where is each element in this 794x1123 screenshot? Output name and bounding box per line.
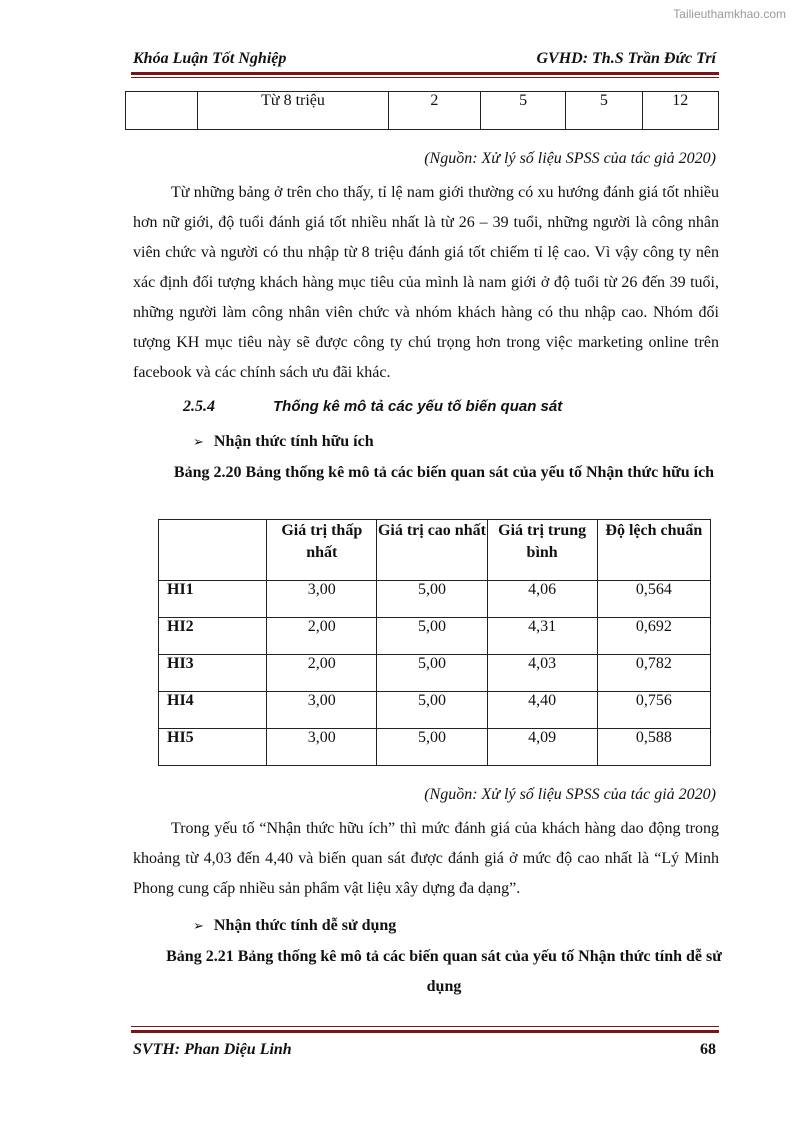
- section-title: Thống kê mô tả các yếu tố biến quan sát: [273, 398, 563, 415]
- table-header-cell: Giá trị trung bình: [487, 520, 597, 581]
- table-cell: 0,564: [597, 581, 710, 618]
- bullet-usefulness: [193, 433, 374, 451]
- table-cell: 12: [642, 92, 718, 130]
- row-label: HI2: [159, 618, 267, 655]
- row-label: HI4: [159, 692, 267, 729]
- header-supervisor: GVHD: Th.S Trần Đức Trí: [536, 50, 716, 67]
- table-cell: Từ 8 triệu: [198, 92, 388, 130]
- row-label: HI5: [159, 729, 267, 766]
- source-note-2: (Nguồn: Xử lý số liệu SPSS của tác giả 2020): [424, 786, 716, 803]
- table-cell: 0,756: [597, 692, 710, 729]
- table-row: [159, 655, 711, 692]
- section-number: 2.5.4: [183, 398, 215, 415]
- stats-table: [158, 519, 711, 766]
- table-cell: 4,06: [487, 581, 597, 618]
- table-cell: 4,40: [487, 692, 597, 729]
- header-rule-thick: [131, 72, 719, 75]
- table-cell: 3,00: [267, 729, 377, 766]
- table-cell: 0,692: [597, 618, 710, 655]
- paragraph-2: Trong yếu tố “Nhận thức hữu ích” thì mức đánh giá của khách hàng dao động trong khoảng từ 4,03 đến 4,40 và biến quan sát được đánh giá ở mức độ cao nhất là “Lý Minh Phong cung cấp nhiều sản phẩm vật liệu xây dựng đa dạng”.: [133, 820, 719, 897]
- table-cell: 4,03: [487, 655, 597, 692]
- page-number: 68: [700, 1041, 716, 1058]
- table-row: [126, 92, 719, 130]
- arrow-bullet-icon: ➢: [193, 435, 204, 450]
- continued-table: [125, 91, 719, 130]
- table-cell: [126, 92, 198, 130]
- paragraph-1: Từ những bảng ở trên cho thấy, tỉ lệ nam giới thường có xu hướng đánh giá tốt nhiều hơn nữ giới, độ tuổi đánh giá tốt nhiều nhất là từ 26 – 39 tuổi, những người là công nhân viên chức và người có thu nhập từ 8 triệu đánh giá tốt chiếm tỉ lệ cao. Vì vậy công ty nên xác định đối tượng khách hàng mục tiêu của mình là nam giới ở độ tuổi từ 26 đến 39 tuổi, những người làm công nhân viên chức và nhóm khách hàng có thu nhập cao. Nhóm đối tượng KH mục tiêu này sẽ được công ty chú trọng hơn trong việc marketing online trên facebook và các chính sách ưu đãi khác.: [133, 184, 719, 381]
- table-row: [159, 581, 711, 618]
- table-cell: 5,00: [377, 581, 487, 618]
- row-label: HI1: [159, 581, 267, 618]
- table-caption-1: Bảng 2.20 Bảng thống kê mô tả các biến quan sát của yếu tố Nhận thức hữu ích: [173, 464, 715, 481]
- table-cell: 5,00: [377, 618, 487, 655]
- table-cell: 5,00: [377, 692, 487, 729]
- footer-student-name: SVTH: Phan Diệu Linh: [133, 1041, 292, 1058]
- table-cell: 2: [388, 92, 480, 130]
- table-header-row: [159, 520, 711, 581]
- table-row: [159, 692, 711, 729]
- table-cell: 5,00: [377, 729, 487, 766]
- table-header-cell: Giá trị cao nhất: [377, 520, 487, 581]
- footer-rule-thin: [131, 1026, 719, 1027]
- bullet-ease-of-use: [193, 917, 396, 935]
- table-cell: 0,588: [597, 729, 710, 766]
- table-cell: 5,00: [377, 655, 487, 692]
- bullet-label: Nhận thức tính hữu ích: [213, 433, 374, 450]
- source-note-1: (Nguồn: Xử lý số liệu SPSS của tác giả 2020): [424, 150, 716, 167]
- table-cell: 2,00: [267, 618, 377, 655]
- table-caption-2: Bảng 2.21 Bảng thống kê mô tả các biến quan sát của yếu tố Nhận thức tính dễ sử dụng: [166, 948, 722, 995]
- watermark-text: Tailieuthamkhao.com: [673, 7, 786, 21]
- table-cell: 0,782: [597, 655, 710, 692]
- table-cell: 4,09: [487, 729, 597, 766]
- table-cell: 5: [480, 92, 565, 130]
- table-row: [159, 729, 711, 766]
- bullet-label: Nhận thức tính dễ sử dụng: [213, 917, 397, 934]
- header-rule-thin: [131, 77, 719, 78]
- table-cell: 3,00: [267, 692, 377, 729]
- table-cell: 4,31: [487, 618, 597, 655]
- header-thesis-title: Khóa Luận Tốt Nghiệp: [133, 50, 287, 67]
- section-heading: [183, 398, 562, 416]
- footer-rule-thick: [131, 1030, 719, 1033]
- table-header-cell: Giá trị thấp nhất: [267, 520, 377, 581]
- table-row: [159, 618, 711, 655]
- table-header-cell: [159, 520, 267, 581]
- table-cell: 2,00: [267, 655, 377, 692]
- arrow-bullet-icon: ➢: [193, 919, 204, 934]
- table-cell: 3,00: [267, 581, 377, 618]
- row-label: HI3: [159, 655, 267, 692]
- table-header-cell: Độ lệch chuẩn: [597, 520, 710, 581]
- table-cell: 5: [566, 92, 642, 130]
